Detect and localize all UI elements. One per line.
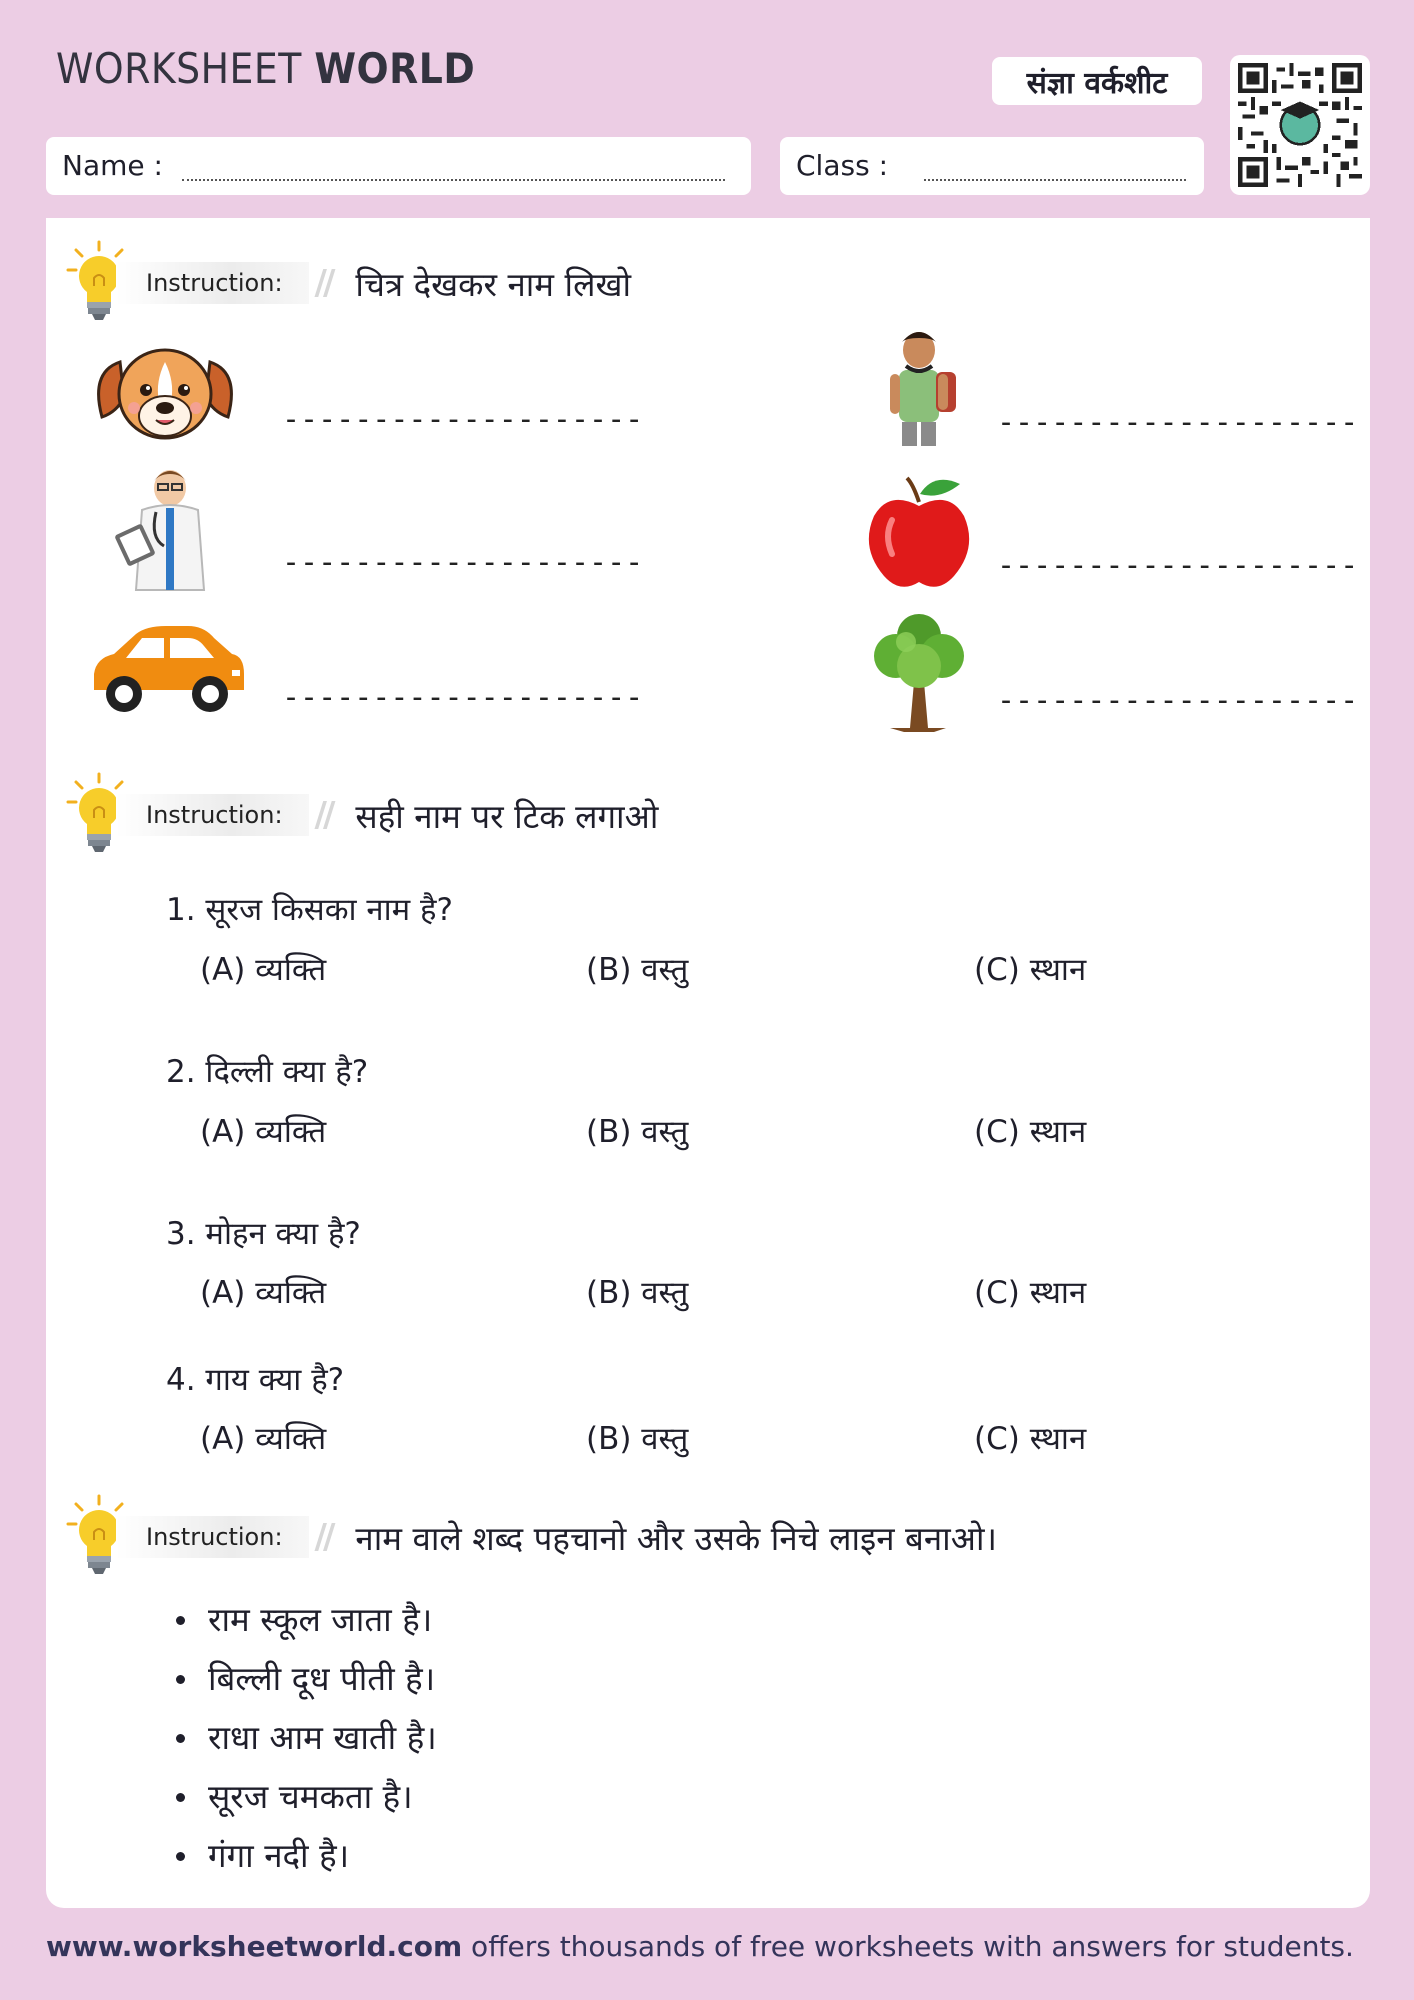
footer-text: offers thousands of free worksheets with answers for students. <box>462 1930 1354 1963</box>
question-4: 4. गाय क्या है? <box>166 1362 345 1398</box>
answer-line-tree[interactable]: -------------------- <box>997 683 1359 718</box>
answer-line-doctor[interactable]: -------------------- <box>282 545 644 580</box>
question-1: 1. सूरज किसका नाम है? <box>166 892 453 928</box>
q3-option-b[interactable]: (B) वस्तु <box>586 1275 689 1311</box>
class-label: Class : <box>796 149 888 182</box>
dog-icon <box>90 332 240 462</box>
instruction-text: सही नाम पर टिक लगाओ <box>355 796 659 836</box>
brand-part1: WORKSHEET <box>56 43 302 93</box>
answer-line-apple[interactable]: -------------------- <box>997 548 1359 583</box>
worksheet-title: संज्ञा वर्कशीट <box>992 57 1202 105</box>
brand-logo[interactable] <box>46 32 476 104</box>
q4-option-a[interactable]: (A) व्यक्ति <box>200 1421 327 1457</box>
instruction-text: नाम वाले शब्द पहचानो और उसके निचे लाइन बनाओ। <box>355 1518 997 1558</box>
qr-code-icon <box>1238 63 1362 187</box>
sentence-list <box>160 1590 437 1885</box>
q4-option-c[interactable]: (C) स्थान <box>974 1421 1087 1457</box>
brand-name <box>56 44 475 93</box>
answer-line-car[interactable]: -------------------- <box>282 680 644 715</box>
slash-divider: // <box>314 1517 332 1557</box>
car-icon <box>86 604 246 734</box>
dog-picture <box>90 332 240 462</box>
student-picture <box>844 320 994 450</box>
q1-option-a[interactable]: (A) व्यक्ति <box>200 952 327 988</box>
instruction-tag: Instruction: <box>116 262 309 304</box>
class-field[interactable] <box>780 137 1204 195</box>
answer-line-dog[interactable]: -------------------- <box>282 402 644 437</box>
student-icon <box>844 320 994 450</box>
q2-option-c[interactable]: (C) स्थान <box>974 1114 1087 1150</box>
instruction-1 <box>64 238 631 328</box>
question-2: 2. दिल्ली क्या है? <box>166 1054 369 1090</box>
instruction-tag: Instruction: <box>116 794 309 836</box>
footer <box>46 1930 1354 1963</box>
qr-code[interactable] <box>1230 55 1370 195</box>
name-field[interactable] <box>46 137 751 195</box>
brand-part2: WORLD <box>314 43 476 93</box>
q2-option-a[interactable]: (A) व्यक्ति <box>200 1114 327 1150</box>
apple-icon <box>844 468 994 598</box>
instruction-2 <box>64 770 658 860</box>
slash-divider: // <box>314 795 332 835</box>
apple-picture <box>844 468 994 598</box>
slash-divider: // <box>314 263 332 303</box>
answer-line-student[interactable]: -------------------- <box>997 405 1359 440</box>
instruction-3 <box>64 1492 997 1582</box>
list-item[interactable]: सूरज चमकता है। <box>160 1767 437 1826</box>
q1-option-b[interactable]: (B) वस्तु <box>586 952 689 988</box>
list-item[interactable]: राधा आम खाती है। <box>160 1708 437 1767</box>
question-3: 3. मोहन क्या है? <box>166 1216 361 1252</box>
tree-icon <box>844 602 994 732</box>
q3-option-c[interactable]: (C) स्थान <box>974 1275 1087 1311</box>
instruction-tag: Instruction: <box>116 1516 309 1558</box>
list-item[interactable]: राम स्कूल जाता है। <box>160 1590 437 1649</box>
footer-link[interactable]: www.worksheetworld.com <box>46 1930 463 1963</box>
list-item[interactable]: गंगा नदी है। <box>160 1826 437 1885</box>
doctor-picture <box>90 462 240 592</box>
q1-option-c[interactable]: (C) स्थान <box>974 952 1087 988</box>
name-writing-line[interactable] <box>182 179 725 181</box>
q2-option-b[interactable]: (B) वस्तु <box>586 1114 689 1150</box>
tree-picture <box>844 602 994 732</box>
name-label: Name : <box>62 149 163 182</box>
class-writing-line[interactable] <box>924 179 1186 181</box>
q3-option-a[interactable]: (A) व्यक्ति <box>200 1275 327 1311</box>
q4-option-b[interactable]: (B) वस्तु <box>586 1421 689 1457</box>
car-picture <box>86 604 246 734</box>
doctor-icon <box>90 462 240 592</box>
list-item[interactable]: बिल्ली दूध पीती है। <box>160 1649 437 1708</box>
instruction-text: चित्र देखकर नाम लिखो <box>355 264 631 304</box>
